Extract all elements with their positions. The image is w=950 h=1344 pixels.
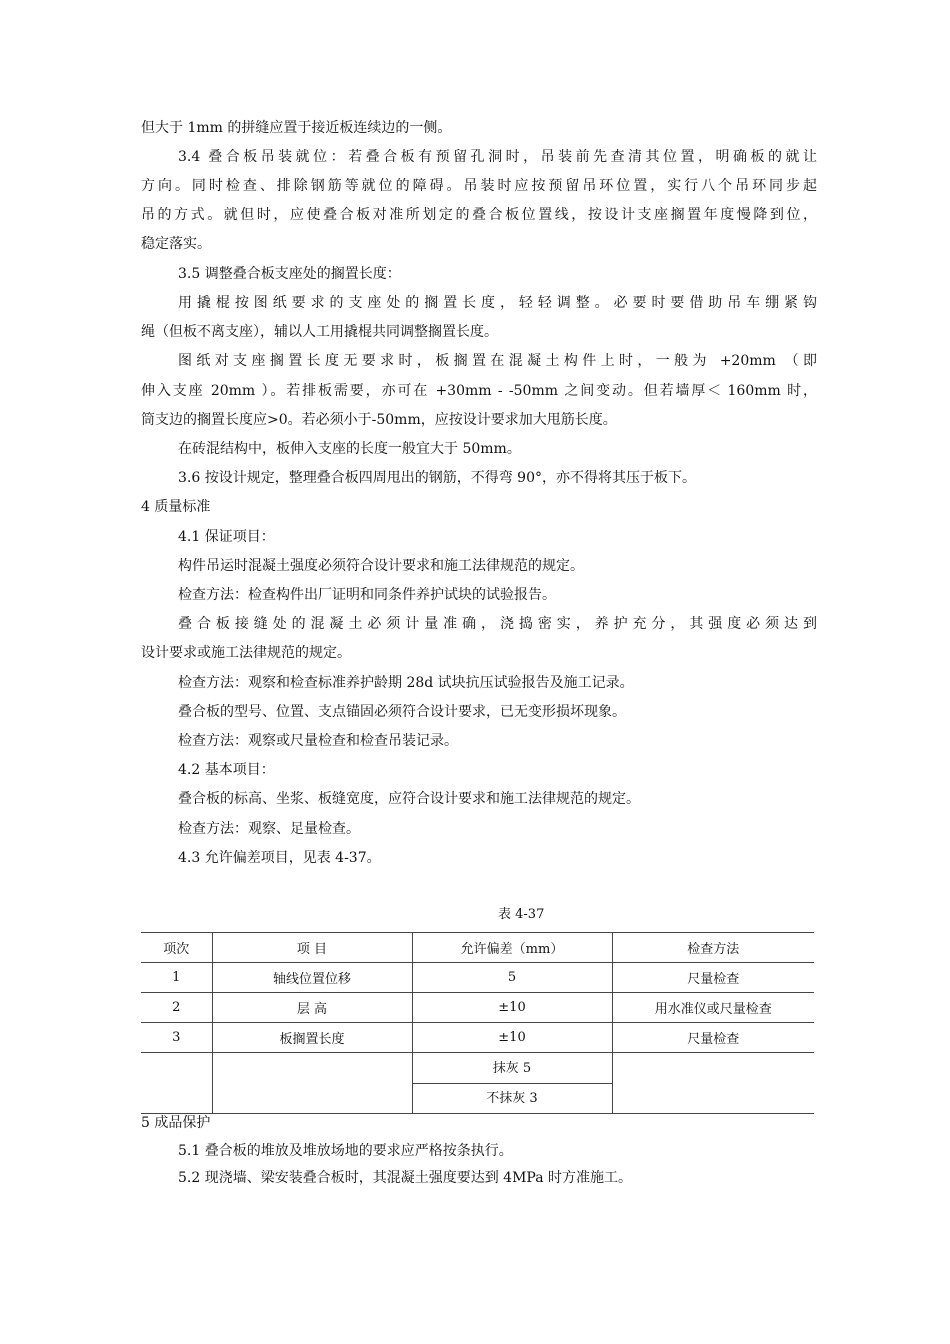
paragraph-line: 检查方法：观察和检查标准养护龄期 28d 试块抗压试验报告及施工记录。 [178, 675, 634, 691]
paragraph-line: 构件吊运时混凝土强度必须符合设计要求和施工法律规范的规定。 [178, 558, 584, 574]
section-heading: 3.5 调整叠合板支座处的搁置长度： [178, 266, 401, 282]
table-cell: 轴线位置位移 [212, 963, 412, 993]
table-header-row [141, 933, 814, 963]
paragraph-line: 但大于 1mm 的拼缝应置于接近板连续边的一侧。 [141, 120, 452, 136]
table-row [141, 963, 814, 993]
table-cell [141, 1053, 212, 1114]
paragraph-line: 用撬棍按图纸要求的支座处的搁置长度，轻轻调整。必要时要借助吊车绷紧钩 [178, 295, 817, 311]
table-caption: 表 4-37 [498, 907, 545, 922]
table-cell-split [412, 1053, 612, 1114]
section-heading: 4.1 保证项目： [178, 529, 275, 545]
paragraph-line: 稳定落实。 [141, 236, 211, 252]
table-row [141, 1053, 814, 1114]
paragraph-line: 吊的方式。就但时，应使叠合板对准所划定的叠合板位置线，按设计支座搁置年度慢降到位， [141, 207, 817, 223]
table-cell: 尺量检查 [612, 1023, 814, 1053]
table-cell: 用水准仪或尺量检查 [612, 993, 814, 1023]
table-cell: 5 [412, 963, 612, 993]
section-heading: 5 成品保护 [141, 1115, 211, 1131]
paragraph-line: 4.3 允许偏差项目，见表 4-37。 [178, 850, 381, 866]
tolerance-table [141, 932, 814, 1114]
paragraph-line: 方向。同时检查、排除钢筋等就位的障碍。吊装时应按预留吊环位置，实行八个吊环同步起 [141, 178, 817, 194]
table-cell [612, 1053, 814, 1114]
table-cell: ±10 [412, 993, 612, 1023]
paragraph-line: 绳（但板不离支座），辅以人工用撬棍共同调整搁置长度。 [141, 324, 498, 340]
table-row [141, 993, 814, 1023]
paragraph-line: 筒支边的搁置长度应>0。若必须小于-50mm，应按设计要求加大甩筋长度。 [141, 412, 617, 428]
paragraph-line: 3.4 叠合板吊装就位：若叠合板有预留孔洞时，吊装前先查清其位置，明确板的就让 [178, 149, 817, 165]
paragraph-line: 5.2 现浇墙、梁安装叠合板时，其混凝土强度要达到 4MPa 时方准施工。 [178, 1170, 632, 1186]
table-row [141, 1023, 814, 1053]
paragraph-line: 在砖混结构中，板伸入支座的长度一般宜大于 50mm。 [178, 441, 521, 457]
paragraph-line: 伸入支座 20mm ）。若排板需要，亦可在 +30mm - -50mm 之间变动。但若墙厚＜ 160mm 时， [141, 383, 817, 399]
paragraph-line: 叠合板接缝处的混凝土必须计量准确，浇捣密实，养护充分，其强度必须达到 [178, 616, 817, 632]
column-header: 检查方法 [612, 933, 814, 963]
table-cell: 3 [141, 1023, 212, 1053]
table-cell: 层 高 [212, 993, 412, 1023]
paragraph-line: 图纸对支座搁置长度无要求时，板搁置在混凝土构件上时，一般为 +20mm （即 [178, 353, 817, 369]
table-cell: ±10 [412, 1023, 612, 1053]
table-cell: 板搁置长度 [212, 1023, 412, 1053]
table-cell: 2 [141, 993, 212, 1023]
column-header: 项次 [141, 933, 212, 963]
paragraph-line: 叠合板的型号、位置、支点锚固必须符合设计要求，已无变形损坏现象。 [178, 704, 626, 720]
column-header: 允许偏差（mm） [412, 933, 612, 963]
table-subcell: 不抹灰 3 [413, 1083, 612, 1113]
paragraph-line: 检查方法：观察、足量检查。 [178, 821, 360, 837]
paragraph-line: 检查方法：观察或尺量检查和检查吊装记录。 [178, 733, 458, 749]
column-header: 项 目 [212, 933, 412, 963]
table-subcell: 抹灰 5 [492, 1060, 532, 1076]
section-heading: 4.2 基本项目： [178, 762, 275, 778]
paragraph-line: 检查方法：检查构件出厂证明和同条件养护试块的试验报告。 [178, 587, 556, 603]
paragraph-line: 设计要求或施工法律规范的规定。 [141, 645, 351, 661]
table-cell: 尺量检查 [612, 963, 814, 993]
paragraph-line: 叠合板的标高、坐浆、板缝宽度，应符合设计要求和施工法律规范的规定。 [178, 791, 640, 807]
table-cell [212, 1053, 412, 1114]
paragraph-line: 5.1 叠合板的堆放及堆放场地的要求应严格按条执行。 [178, 1143, 513, 1159]
paragraph-line: 3.6 按设计规定，整理叠合板四周甩出的钢筋，不得弯 90°，亦不得将其压于板下。 [178, 470, 696, 486]
section-heading: 4 质量标准 [141, 499, 211, 515]
table-cell: 1 [141, 963, 212, 993]
